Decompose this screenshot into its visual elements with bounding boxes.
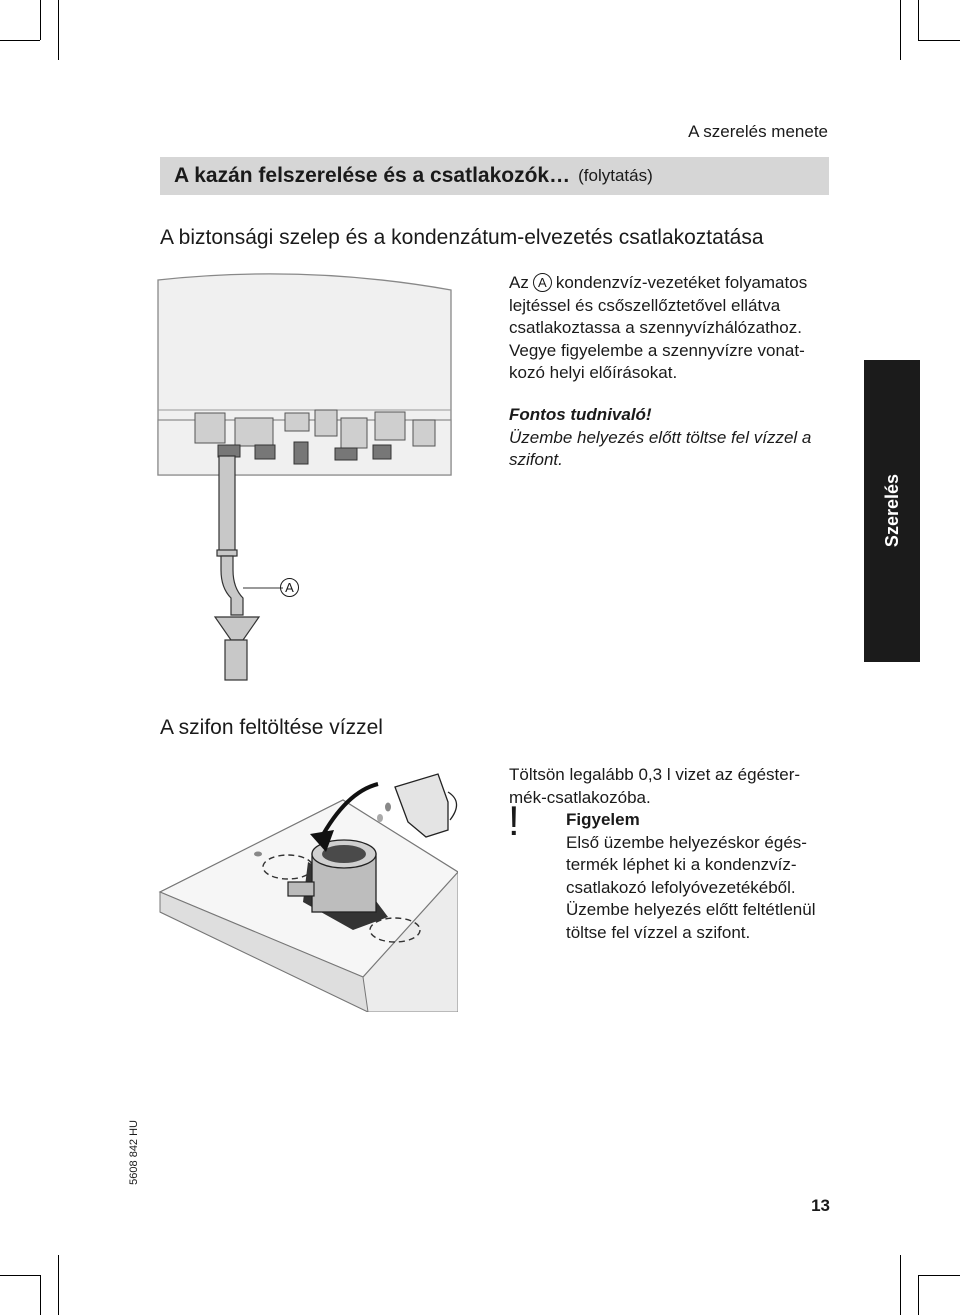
warning-line: termék léphet ki a kondenzvíz- xyxy=(566,855,797,874)
note-line: Üzembe helyezés előtt töltse fel vízzel a xyxy=(509,427,812,447)
text-line: csatlakoztassa a szennyvízhálózathoz. xyxy=(509,318,802,337)
text-line: mék-csatlakozóba. xyxy=(509,787,651,807)
text-line: kozó helyi előírásokat. xyxy=(509,363,678,382)
text-line: Töltsön legalább 0,3 l vizet az égéster- xyxy=(509,765,801,784)
text-line: lejtéssel és csőszellőztetővel ellátva xyxy=(509,295,781,315)
marker-a: A xyxy=(533,273,552,292)
page-title: A kazán felszerelése és a csatlakozók… xyxy=(174,164,571,187)
warning-line: csatlakozó lefolyóvezetékéből. xyxy=(566,877,796,897)
page-title-suffix: (folytatás) xyxy=(578,166,653,185)
section-label: A szerelés menete xyxy=(688,122,828,141)
note-title: Fontos tudnivaló! xyxy=(509,405,652,424)
warning-mark: ! xyxy=(508,797,520,844)
warning-line: töltse fel vízzel a szifont. xyxy=(566,922,751,942)
side-tab-label: Szerelés xyxy=(881,474,902,548)
document-number: 5608 842 HU xyxy=(128,1120,140,1185)
section2-heading: A szifon feltöltése vízzel xyxy=(160,716,383,739)
warning-block xyxy=(566,809,836,944)
section1-text xyxy=(509,272,839,385)
title-bar xyxy=(160,157,829,195)
section2-text xyxy=(509,764,839,809)
note-line: szifont. xyxy=(509,450,563,469)
side-tab xyxy=(864,360,920,662)
text-line: Az A kondenzvíz-vezetéket folyamatos xyxy=(509,273,808,292)
siphon-filling-illustration xyxy=(158,762,458,1012)
warning-line: Első üzembe helyezéskor égés- xyxy=(566,832,807,852)
boiler-drain-illustration xyxy=(155,270,455,685)
text-line: Vegye figyelembe a szennyvízre vonat- xyxy=(509,340,805,360)
important-note xyxy=(509,404,839,472)
warning-line: Üzembe helyezés előtt feltétlenül xyxy=(566,900,816,919)
section-heading: A biztonsági szelep és a kondenzátum-elvezetés csatlakoztatása xyxy=(160,226,764,249)
page-number: 13 xyxy=(811,1196,830,1215)
warning-title: Figyelem xyxy=(566,810,640,829)
figure-label: A xyxy=(280,578,299,598)
